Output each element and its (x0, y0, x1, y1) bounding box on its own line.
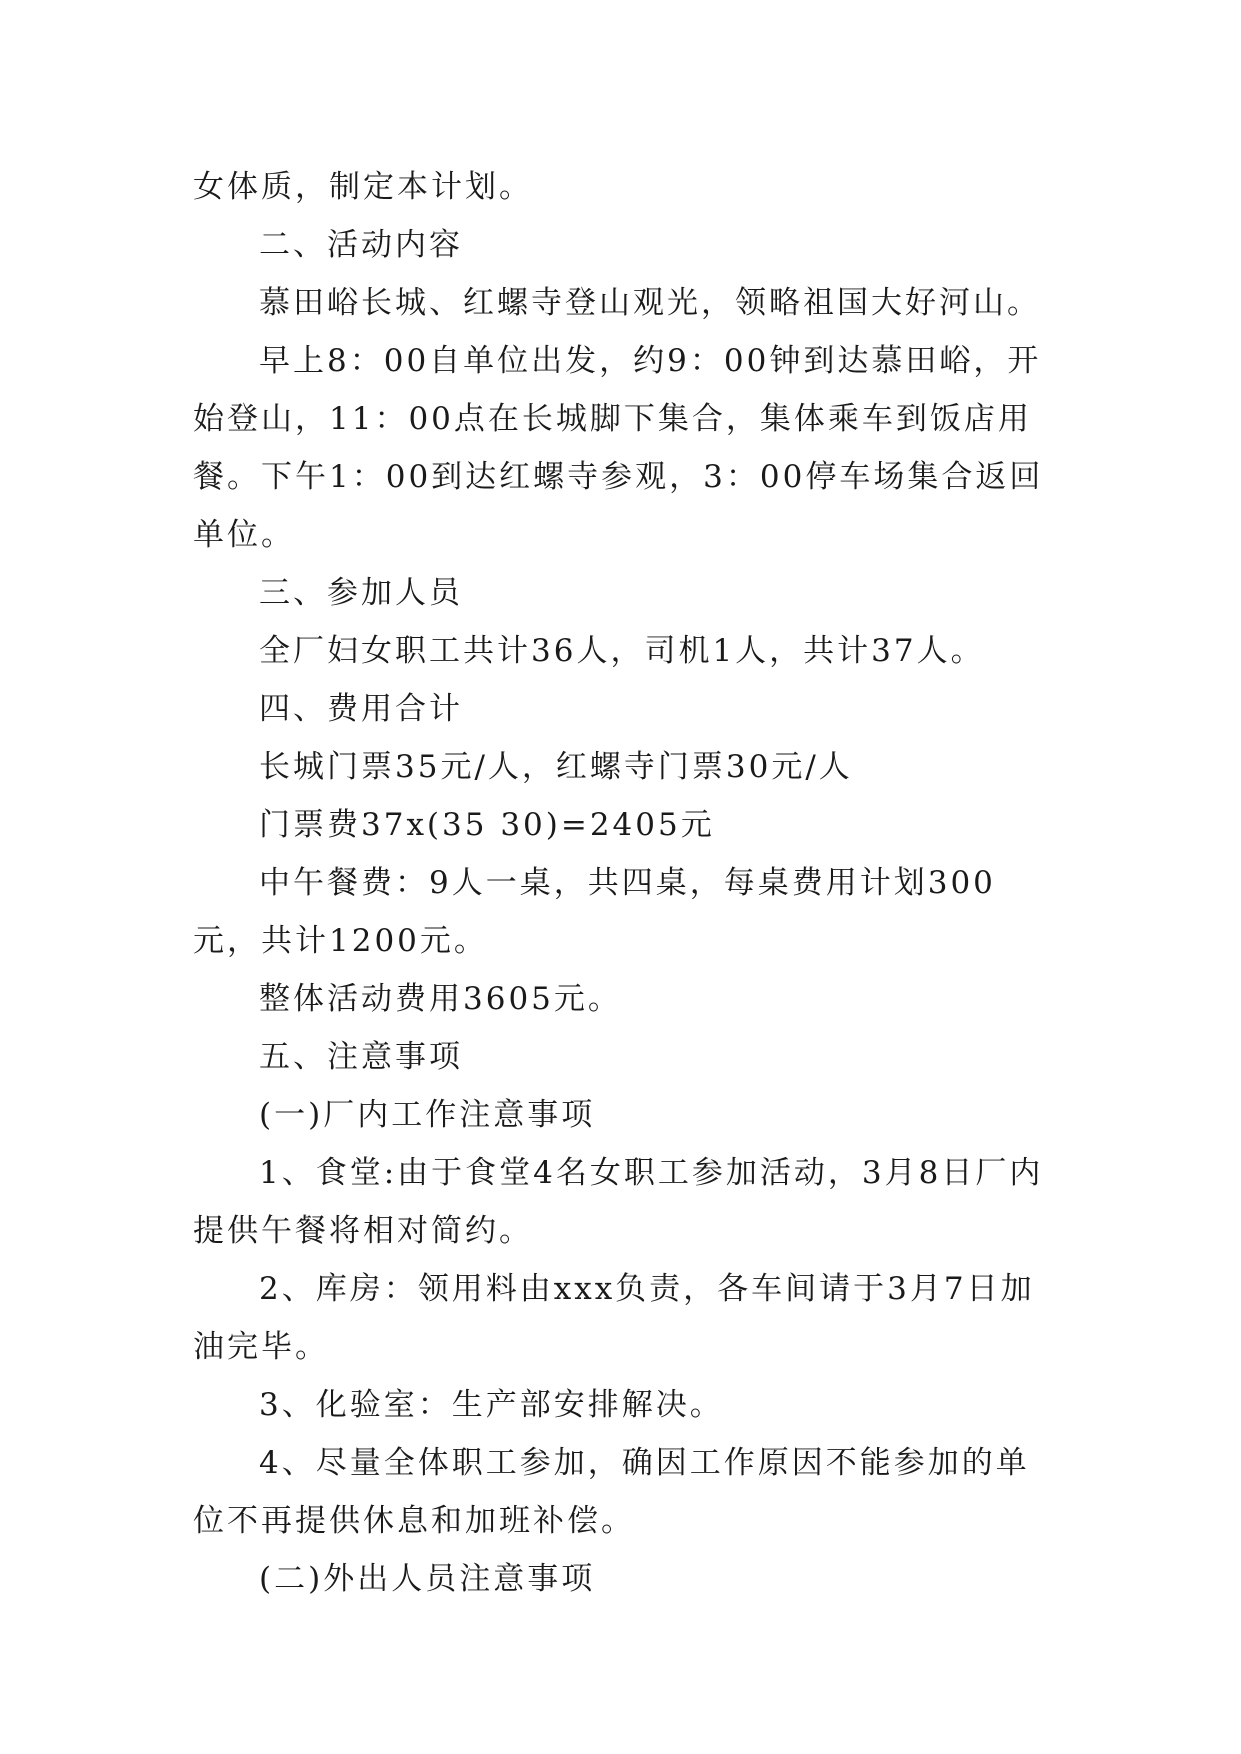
paragraph-participants: 全厂妇女职工共计36人，司机1人，共计37人。 (259, 633, 985, 669)
paragraph-total-cost: 整体活动费用3605元。 (259, 981, 622, 1017)
document-body (193, 158, 1049, 1608)
paragraph-warehouse: 2、库房：领用料由xxx负责，各车间请于3月7日加油完毕。 (193, 1271, 1035, 1365)
section-heading-participants: 三、参加人员 (259, 575, 463, 611)
paragraph-ticket-prices: 长城门票35元/人，红螺寺门票30元/人 (259, 749, 853, 785)
paragraph-attendance: 4、尽量全体职工参加，确因工作原因不能参加的单位不再提供休息和加班补偿。 (193, 1445, 1030, 1539)
section-heading-activity-content: 二、活动内容 (259, 227, 463, 263)
paragraph-canteen: 1、食堂:由于食堂4名女职工参加活动，3月8日厂内提供午餐将相对简约。 (193, 1155, 1044, 1249)
paragraph-schedule: 早上8：00自单位出发，约9：00钟到达慕田峪，开始登山，11：00点在长城脚下集合，集体乘车到饭店用餐。下午1：00到达红螺寺参观，3：00停车场集合返回单位。 (193, 343, 1044, 553)
subsection-heading-factory: (一)厂内工作注意事项 (259, 1097, 596, 1133)
section-heading-notes: 五、注意事项 (259, 1039, 463, 1075)
section-heading-costs: 四、费用合计 (259, 691, 463, 727)
paragraph-lab: 3、化验室：生产部安排解决。 (259, 1387, 724, 1423)
paragraph-3: 慕田峪长城、红螺寺登山观光，领略祖国大好河山。 (259, 285, 1041, 321)
paragraph-lunch-cost: 中午餐费：9人一桌，共四桌，每桌费用计划300元，共计1200元。 (193, 865, 996, 959)
paragraph-ticket-total: 门票费37x(35 30)=2405元 (259, 807, 715, 843)
subsection-heading-outing: (二)外出人员注意事项 (259, 1561, 596, 1597)
paragraph-1: 女体质，制定本计划。 (193, 169, 533, 205)
